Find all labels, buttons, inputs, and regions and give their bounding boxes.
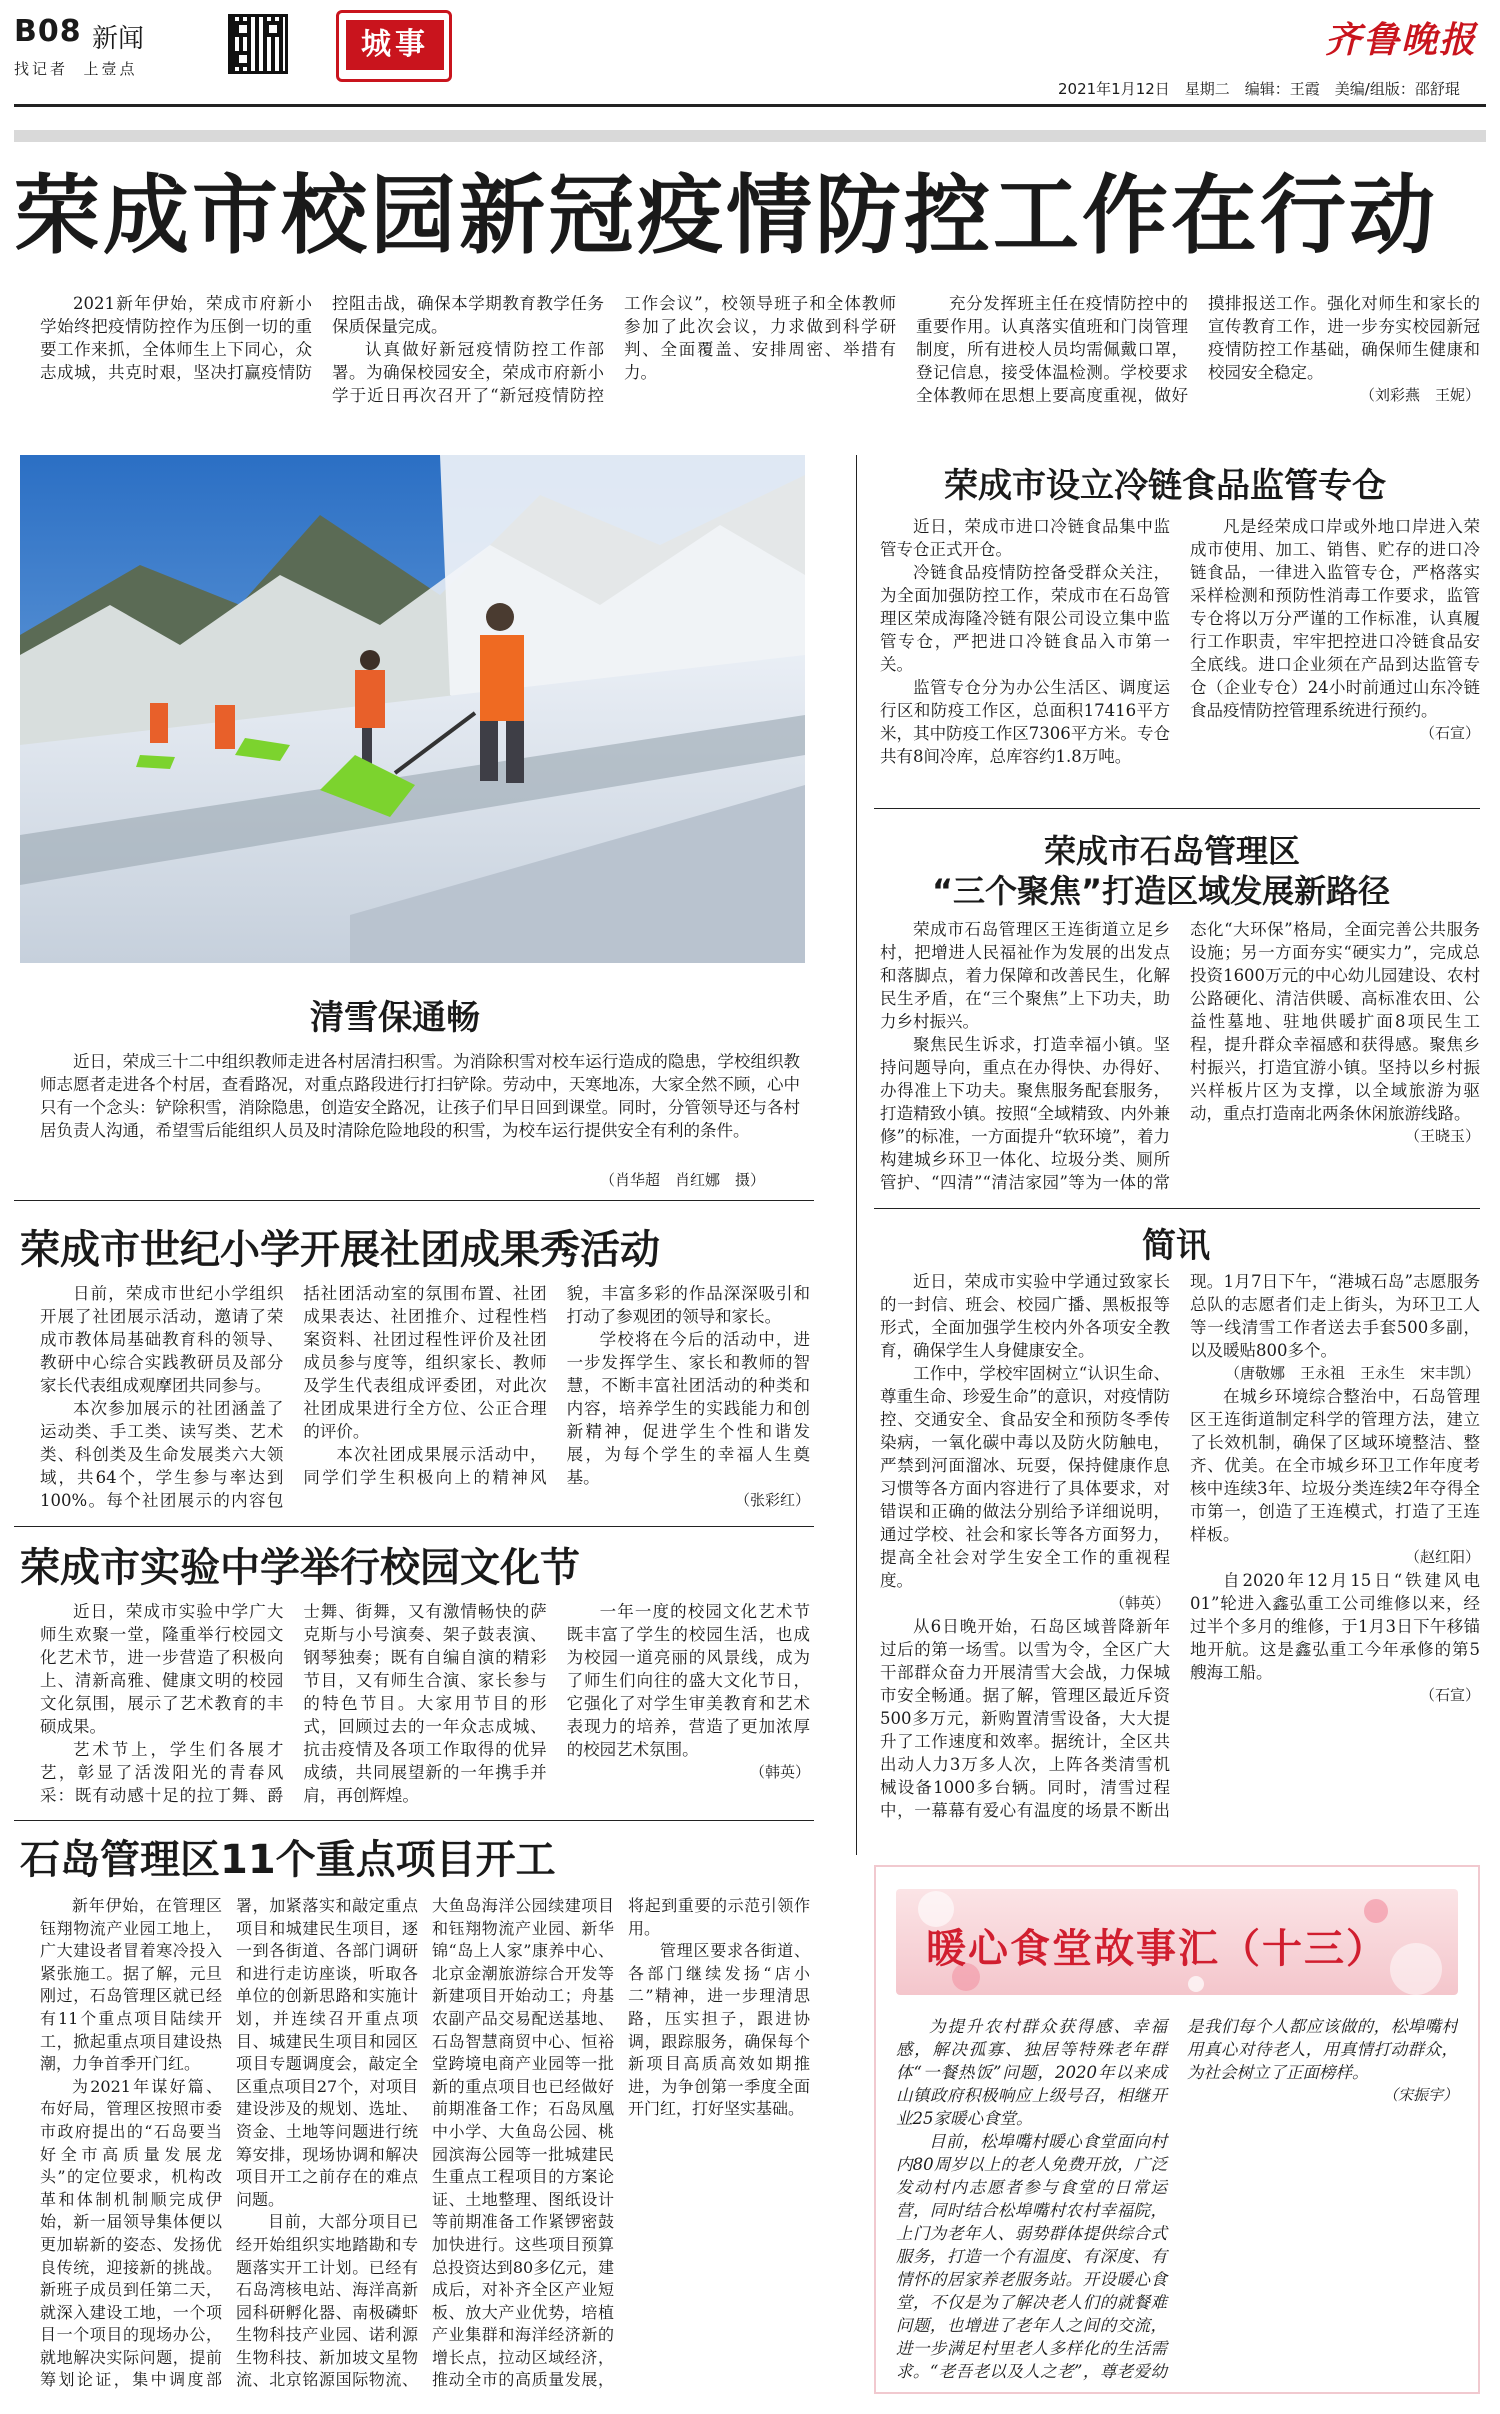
story-card [874,1865,1480,2394]
photo-bottom-rule [14,1200,814,1201]
cold-chain-para-1: 近日，荣成市进口冷链食品集中监管专仓正式开仓。 [880,517,1170,559]
lead-headline: 荣成市校园新冠疫情防控工作在行动 [14,166,1438,266]
shidao-para-2: 聚焦民生诉求，打造幸福小镇。坚持问题导向，重点在办得快、办得好、办得准上下功夫。聚焦服务配套服务，打造精致小镇。按照“全域精致、内外兼修”的标准，一方面提升“软环境”，着力构建城乡环卫一体化、垃圾分类、厕所管护、“四清”“清洁家园”等为一体的常态化“大环保”格局，全面完善公共服务设施；另一方面夯实“硬实力”，完成总投资1600万元的中心幼儿园建设、农村公路硬化、清洁供暖、高标准农田、公益性墓地、驻地供暖扩面8项民生工程，提升群众幸福感和获得感。聚焦乡村振兴，打造宜游小镇。坚持以乡村振兴样板片区为支撑，以全域旅游为驱动，重点打造南北两条休闲旅游线路。 [880,920,1480,1192]
lead-body [40,292,1480,427]
shidao-headline-line1: 荣成市石岛管理区 [1044,832,1301,870]
section-name: 新闻 [92,24,145,54]
shidao-body [880,918,1480,1201]
cold-chain-para-4: 凡是经荣成口岸或外地口岸进入荣成市使用、加工、销售、贮存的进口冷链食品，一律进入监管专仓，严格落实采样检测和预防性消毒工作要求，监管专仓将以万分严谨的工作标准，认真履行工作职责，牢牢把控进口冷链食品安全底线。进口企业须在产品到达监管专仓（企业专仓）24小时前通过山东冷链食品疫情防控管理系统进行预约。 [1190,517,1480,720]
masthead-shade [14,130,1486,142]
shiyan-rule [14,1820,814,1821]
story-para-2: 目前，松埠嘴村暖心食堂面向村内80周岁以上的老人免费开放，广泛发动村内志愿者参与食堂的日常运营，同时结合松埠嘴村农村幸福院，上门为老年人、弱势群体提供综合式服务，打造一个有温度、有深度、有情怀的居家养老服务站。开设暖心食堂，不仅是为了解决老人们的就餐难问题，也增进了老年人之间的交流，进一步满足村里老人多样化的生活需求。“老吾老以及人之老”，尊老爱幼是我们每个人都应该做的，松埠嘴村用真心对待老人，用真情打动群众，为社会树立了正面榜样。 [896,2017,1458,2381]
shidao-rule [874,1208,1480,1209]
brief-byline-ship: （石宣） [1419,1686,1480,1704]
shiyan-headline: 荣成市实验中学举行校园文化节 [20,1545,580,1591]
brief-byline-safety: （韩英） [1109,1594,1170,1612]
brief-headline: 简讯 [1142,1226,1210,1266]
shiji-para-3: 本次社团成果展示活动中，同学们学生积极向上的精神风貌，丰富多彩的作品深深吸引和打动了参观团的领导和家长。 [303,1284,810,1487]
photo-caption [40,1050,800,1170]
story-body [896,2015,1458,2385]
brief-para-5: 自2020年12月15日“铁建风电01”轮进入鑫弘重工公司维修以来，经过半个多月的维修，于1月3日下午移锚地开航。这是鑫弘重工今年承修的第5艘海工船。 [1190,1571,1480,1682]
brief-para-3: 从6日晚开始，石岛区域普降新年过后的第一场雪。以雪为令，全区广大干部群众奋力开展清雪大会战，力保城市安全畅通。据了解，管理区最近斥资500多万元，新购置清雪设备，大大提升了工作速度和效率。据统计，全区共出动人力3万多人次，上阵各类清雪机械设备1000多台辆。同时，清雪过程中，一幕幕有爱心有温度的场景不断出现。1月7日下午，“港城石岛”志愿服务总队的志愿者们走上街头，为环卫工人等一线清雪工作者送去手套500多副，以及暖贴800多个。 [880,1272,1480,1820]
shiji-para-2: 本次参加展示的社团涵盖了运动类、手工类、读写类、艺术类、科创类及生命发展类六大领域，共64个，学生参与率达到100%。每个社团展示的内容包括社团活动室的氛围布置、社团成果表达、社团推介、过程性档案资料、社团过程性评价及社团成员参与度等，组织家长、教师及学生代表组成评委团，对此次社团成果进行全方位、公正合理的评价。 [40,1284,547,1510]
story-byline: （宋振宇） [1382,2086,1458,2104]
shiji-headline: 荣成市世纪小学开展社团成果秀活动 [20,1227,660,1273]
brand-logo: 齐鲁晚报 [1325,19,1478,61]
snow-clearing-photo [20,455,805,963]
shiji-para-4: 学校将在今后的活动中，进一步发挥学生、家长和教师的智慧，不断丰富社团活动的种类和内容，培养学生的实践能力和创新精神，促进学生个性和谐发展，为每个学生的幸福人生奠基。 [566,1330,810,1487]
shiji-rule [14,1526,814,1527]
photo-caption-title: 清雪保通畅 [310,998,480,1038]
projects-para-4: 管理区要求各街道、各部门继续发扬“店小二”精神，进一步理清思路，压实担子，跟进协调，跟踪服务，确保每个新项目高质高效如期推进，为争创第一季度全面开门红，打好坚实基础。 [628,1941,810,2119]
story-banner-title: 暖心食堂故事汇（十三） [926,1926,1388,1972]
shiji-byline: （张彩红） [734,1491,810,1509]
cold-chain-headline: 荣成市设立冷链食品监管专仓 [944,466,1386,506]
shiji-para-1: 日前，荣成市世纪小学组织开展了社团展示活动，邀请了荣成市教体局基础教育科的领导、教研中心综合实践教研员及部分家长代表组成观摩团共同参与。 [40,1284,284,1395]
column-divider [856,455,857,1855]
shiyan-byline: （韩英） [749,1763,810,1781]
cold-chain-para-3: 监管专仓分为办公生活区、调度运行区和防疫工作区，总面积17416平方米，其中防疫工作区7306平方米。专仓共有8间冷库，总库容约1.8万吨。 [880,678,1170,766]
brief-para-4: 在城乡环境综合整治中，石岛管理区王连街道制定科学的管理方法，建立了长效机制，确保了区域环境整洁、整齐、优美。在全市城乡环卫工作年度考核中连续3年、垃圾分类连续2年夺得全市第一，创造了王连模式，打造了王连样板。 [1190,1387,1480,1544]
brief-byline-env: （赵红阳） [1404,1548,1480,1566]
lead-byline: （刘彩燕 王妮） [1359,386,1480,404]
channel-label: 城事 [346,20,444,70]
shiyan-body [40,1600,810,1818]
shiyan-para-2: 艺术节上，学生们各展才艺，彰显了活泼阳光的青春风采：既有动感十足的拉丁舞、爵士舞、街舞，又有激情畅快的萨克斯与小号演奏、架子鼓表演、钢琴独奏；既有自编自演的精彩节目，又有师生合演、家长参与的特色节目。大家用节目的形式，回顾过去的一年众志成城、抗击疫情及各项工作取得的优异成绩，共同展望新的一年携手并肩，再创辉煌。 [40,1602,547,1805]
projects-para-2: 为2021年谋好篇、布好局，管理区按照市委市政府提出的“石岛要当好全市高质量发展龙头”的定位要求，机构改革和体制机制顺完成伊始，新一届领导集体便以更加崭新的姿态、发扬优良传统，迎接新的挑战。新班子成员到任第二天，就深入建设工地，一个项目一个项目的现场办公，就地解决实际问题，提前筹划论证，集中调度部署，加紧落实和敲定重点项目和城建民生项目，逐一到各街道、各部门调研和进行走访座谈，听取各单位的创新思路和实施计划，并连续召开重点项目、城建民生项目和园区项目专题调度会，敲定全区重点项目27个，对项目建设涉及的规划、选址、资金、土地等问题进行统筹安排，现场协调和解决项目开工之前存在的难点问题。 [40,1896,418,2390]
photo-caption-text: 近日，荣成三十二中组织教师走进各村居清扫积雪。为消除积雪对校车运行造成的隐患，学校组织教师志愿者走进各个村居，查看路况，对重点路段进行打扫铲除。劳动中，天寒地冻，大家全然不顾，心中只有一个念头：铲除积雪，消除隐患，创造安全路况，让孩子们早日回到课堂。同时，分管领导还与各村居负责人沟通，希望雪后能组织人员及时清除危险地段的积雪，为校车运行提供安全有利的条件。 [40,1052,800,1140]
cold-chain-rule [874,808,1480,809]
slogan: 找记者 上壹点 [14,60,138,78]
brief-para-1: 近日，荣成市实验中学通过致家长的一封信、班会、校园广播、黑板报等形式，全面加强学生校内外各项安全教育，确保学生人身健康安全。 [880,1272,1170,1360]
brief-body [880,1270,1480,1840]
shidao-byline: （王晓玉） [1404,1127,1480,1145]
shidao-headline-line2: “三个聚焦”打造区域发展新路径 [932,872,1391,910]
projects-para-3: 目前，大部分项目已经开始组织实地踏勘和专题落实开工计划。已经有石岛湾核电站、海洋高新园科研孵化器、南极磷虾生物科技产业园、诺利源生物科技、新加坡文星物流、北京铭源国际物流、大鱼岛海洋公园续建项目和钰翔物流产业园、新华锦“岛上人家”康养中心、北京金潮旅游综合开发等新建项目开始动工；舟基农副产品交易配送基地、石岛智慧商贸中心、恒裕堂跨境电商产业园等一批新的重点项目也已经做好前期准备工作；石岛凤凰中小学、大鱼岛公园、桃园滨海公园等一批城建民生重点工程项目的方案论证、土地整理、图纸设计等前期准备工作紧锣密鼓加快进行。这些项目预算总投资达到80多亿元，建成后，对补齐全区产业短板、放大产业优势，培植产业集群和海洋经济新的增长点，拉动区域经济，推动全市的高质量发展，将起到重要的示范引领作用。 [236,1896,810,2390]
lead-para-3: 充分发挥班主任在疫情防控中的重要作用。认真落实值班和门岗管理制度，所有进校人员均需佩戴口罩，登记信息，接受体温检测。学校要求全体教师在思想上要高度重视，做好摸排报送工作。强化对师生和家长的宣传教育工作，进一步夯实校园新冠疫情防控工作基础，确保师生健康和校园安全稳定。 [916,294,1480,405]
projects-body [40,1895,810,2400]
shiji-body [40,1282,810,1520]
brief-para-2: 工作中，学校牢固树立“认识生命、尊重生命、珍爱生命”的意识，对疫情防控、交通安全、食品安全和预防冬季传染病，一氧化碳中毒以及防火防触电，严禁到河面溜冰、玩耍，保持健康作息习惯等各方面内容进行了具体要求，对错误和正确的做法分别给予详细说明，通过学校、社会和家长等各方面努力，提高全社会对学生安全工作的重视程度。 [880,1364,1170,1590]
page-number: B08 [14,14,82,49]
shidao-para-1: 荣成市石岛管理区王连街道立足乡村，把增进人民福祉作为发展的出发点和落脚点，着力保障和改善民生，化解民生矛盾，在“三个聚焦”上下功夫，助力乡村振兴。 [880,920,1170,1031]
shiyan-para-1: 近日，荣成市实验中学广大师生欢聚一堂，隆重举行校园文化艺术节，进一步营造了积极向上、清新高雅、健康文明的校园文化氛围，展示了艺术教育的丰硕成果。 [40,1602,284,1736]
photo-byline: （肖华超 肖红娜 摄） [600,1171,766,1189]
lead-para-2: 认真做好新冠疫情防控工作部署。为确保校园安全，荣成市府新小学于近日再次召开了“新冠疫情防控工作会议”，校领导班子和全体教师参加了此次会议，力求做到科学研判、全面覆盖、安排周密、举措有力。 [332,294,896,405]
cold-chain-para-2: 冷链食品疫情防控备受群众关注，为全面加强防控工作，荣成市在石岛管理区荣成海隆冷链有限公司设立集中监管专仓，严把进口冷链食品入市第一关。 [880,563,1170,674]
date-line: 2021年1月12日 星期二 编辑：王霞 美编/组版：邵舒琨 [1058,80,1460,98]
projects-headline: 石岛管理区11个重点项目开工 [20,1837,556,1883]
story-para-1: 为提升农村群众获得感、幸福感，解决孤寡、独居等特殊老年群体“一餐热饭”问题，2020年以来成山镇政府积极响应上级号召，相继开业25家暖心食堂。 [896,2017,1167,2128]
brief-byline-snow: （唐敬娜 王永祖 王永生 宋丰凯） [1224,1364,1480,1382]
qr-code-icon[interactable] [228,14,288,74]
story-banner [896,1889,1458,1995]
cold-chain-byline: （石宣） [1419,724,1480,742]
lead-para-1: 2021新年伊始，荣成市府新小学始终把疫情防控作为压倒一切的重要工作来抓，全体师生上下同心，众志成城，共克时艰，坚决打赢疫情防控阻击战，确保本学期教育教学任务保质保量完成。 [40,294,604,382]
projects-para-1: 新年伊始，在管理区钰翔物流产业园工地上，广大建设者冒着寒冷投入紧张施工。据了解，元旦刚过，石岛管理区就已经有11个重点项目陆续开工，掀起重点项目建设热潮，力争首季开门红。 [40,1896,222,2074]
shiyan-para-3: 一年一度的校园文化艺术节既丰富了学生的校园生活，也成为校园一道亮丽的风景线，成为了师生们向往的盛大文化节日，它强化了对学生审美教育和艺术表现力的培养，营造了更加浓厚的校园艺术氛围。 [566,1602,810,1759]
cold-chain-body [880,515,1480,798]
masthead-rule [14,104,1486,107]
